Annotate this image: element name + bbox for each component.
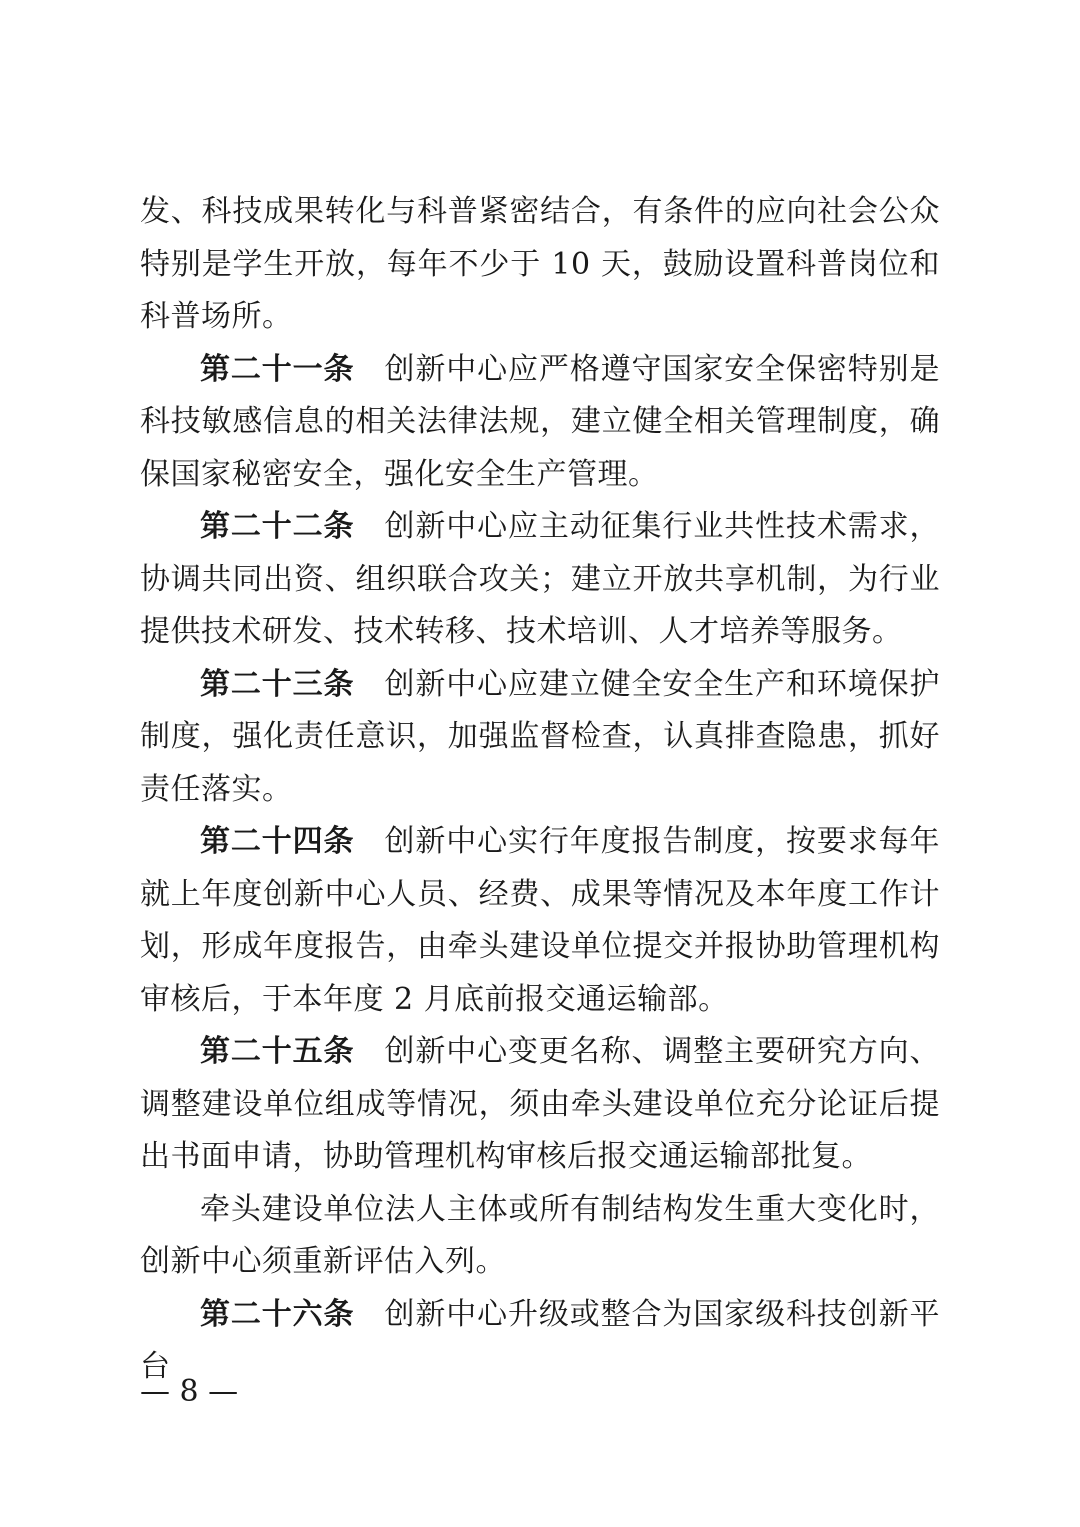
- article-22: [140, 501, 940, 659]
- paragraph-continued: [140, 186, 940, 344]
- article-title: 第二十二条: [200, 509, 355, 544]
- article-text: 创新中心升级或整合为国家级科技创新平台: [140, 1296, 941, 1384]
- article-25: [140, 1026, 940, 1184]
- paragraph-text: 发、科技成果转化与科普紧密结合，有条件的应向社会公众特别是学生开放，每年不少于 10 天，鼓励设置科普岗位和科普场所。: [140, 194, 940, 334]
- article-text: 创新中心应建立健全安全生产和环境保护制度，强化责任意识，加强监督检查，认真排查隐患，抓好责任落实。: [140, 666, 941, 807]
- page-number: — 8 —: [140, 1374, 239, 1409]
- article-text: 创新中心实行年度报告制度，按要求每年就上年度创新中心人员、经费、成果等情况及本年度工作计划，形成年度报告，由牵头建设单位提交并报协助管理机构审核后，于本年度 2 月底前报交通运输部。: [140, 824, 941, 1017]
- document-body: [140, 186, 940, 1394]
- article-title: 第二十五条: [200, 1034, 355, 1069]
- paragraph-text: 牵头建设单位法人主体或所有制结构发生重大变化时，创新中心须重新评估入列。: [140, 1191, 940, 1279]
- article-title: 第二十三条: [200, 666, 355, 702]
- article-title: 第二十四条: [200, 824, 355, 859]
- article-21: [140, 344, 940, 502]
- article-25-subparagraph: [140, 1184, 940, 1289]
- article-title: 第二十一条: [200, 351, 355, 387]
- article-text: 创新中心应主动征集行业共性技术需求，协调共同出资、组织联合攻关；建立开放共享机制，为行业提供技术研发、技术转移、技术培训、人才培养等服务。: [140, 509, 941, 649]
- article-text: 创新中心变更名称、调整主要研究方向、调整建设单位组成等情况，须由牵头建设单位充分论证后提出书面申请，协助管理机构审核后报交通运输部批复。: [140, 1034, 941, 1174]
- article-24: [140, 816, 940, 1026]
- article-23: [140, 659, 940, 817]
- article-26: [140, 1289, 940, 1394]
- article-title: 第二十六条: [200, 1296, 355, 1332]
- article-text: 创新中心应严格遵守国家安全保密特别是科技敏感信息的相关法律法规，建立健全相关管理制度，确保国家秘密安全，强化安全生产管理。: [140, 351, 941, 492]
